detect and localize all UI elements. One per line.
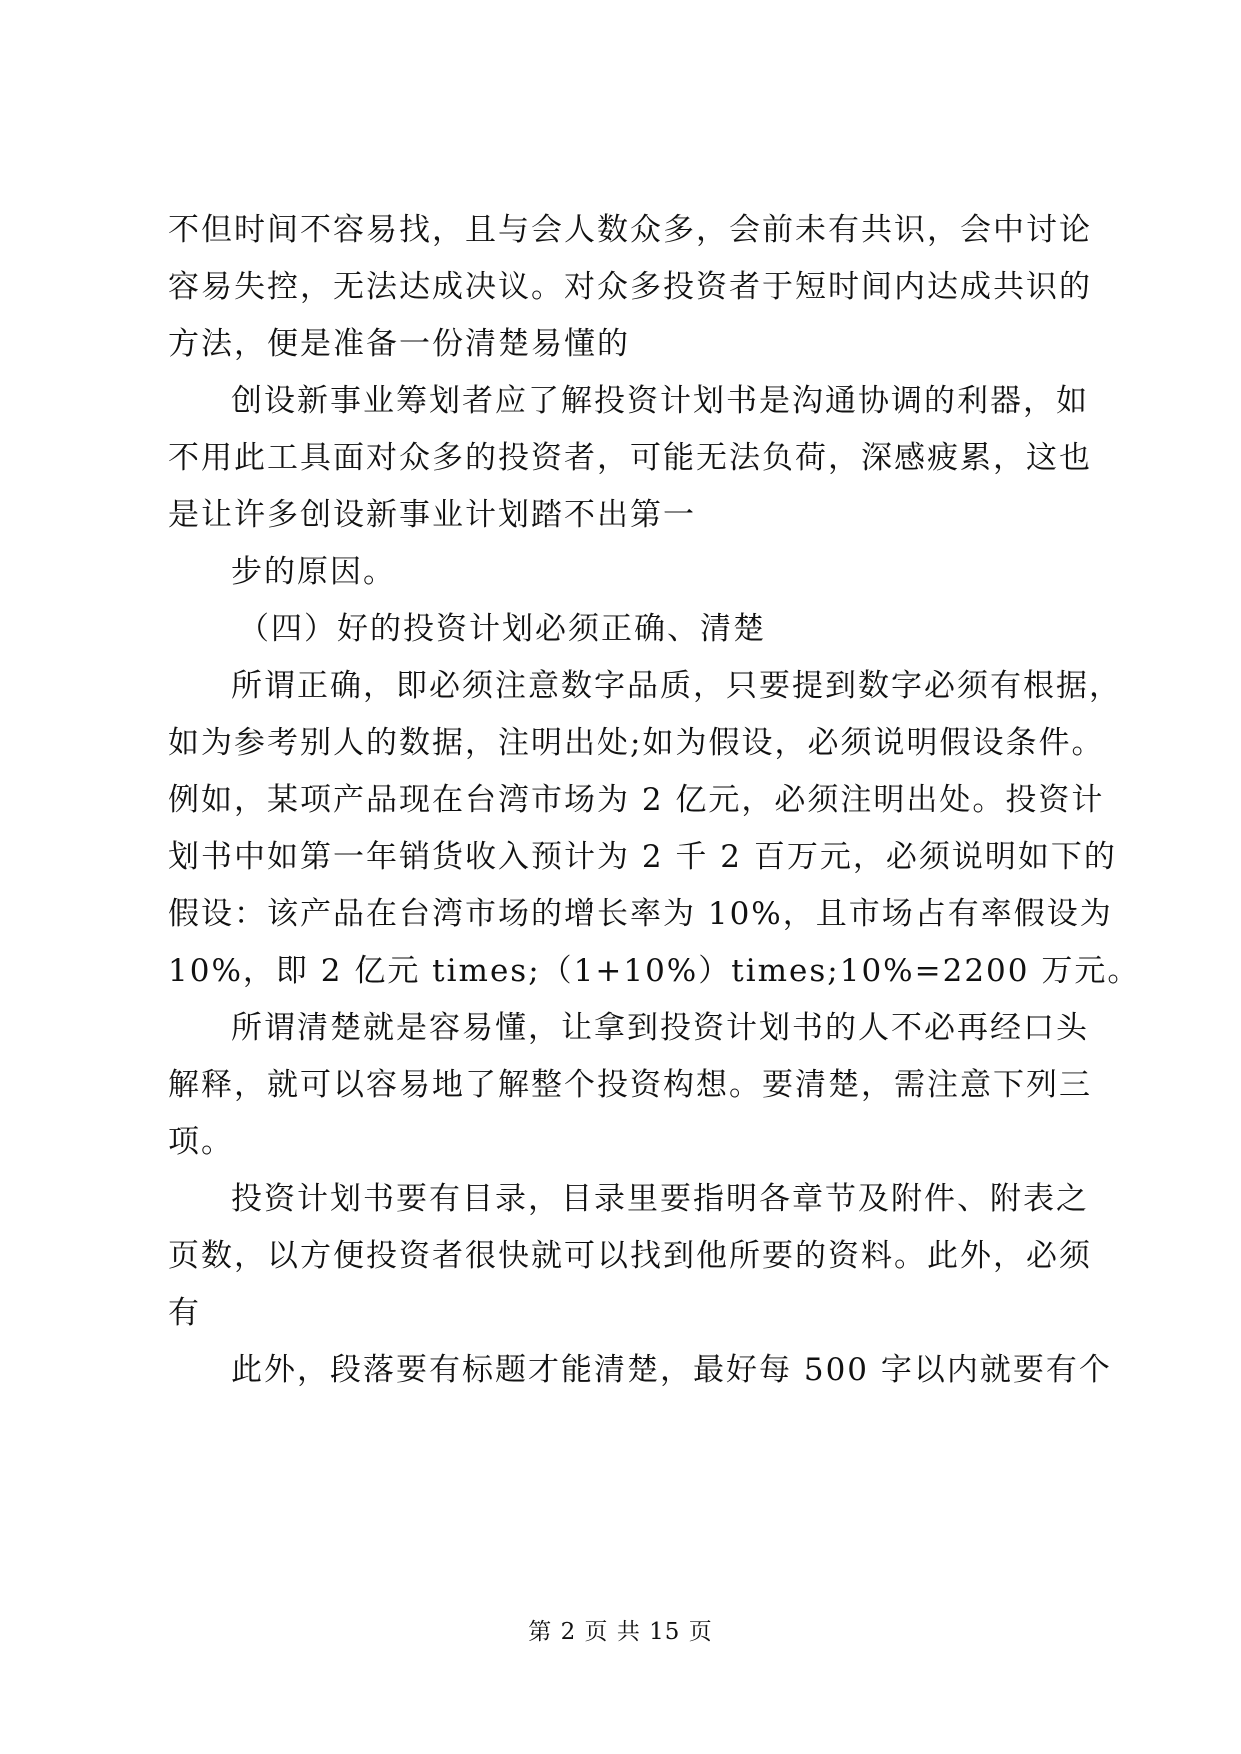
text-line: 解释，就可以容易地了解整个投资构想。要清楚，需注意下列三 xyxy=(168,1067,1092,1103)
paragraph-first-line: 所谓正确，即必须注意数字品质，只要提到数字必须有根据， xyxy=(231,668,1122,704)
text-line: 是让许多创设新事业计划踏不出第一 xyxy=(168,497,696,533)
text-line: 例如，某项产品现在台湾市场为 2 亿元，必须注明出处。投资计 xyxy=(168,782,1105,818)
text-line: 项。 xyxy=(168,1124,234,1160)
text-line: 不用此工具面对众多的投资者，可能无法负荷，深感疲累，这也 xyxy=(168,440,1092,476)
text-line: 页数，以方便投资者很快就可以找到他所要的资料。此外，必须 xyxy=(168,1238,1092,1274)
section-heading: （四）好的投资计划必须正确、清楚 xyxy=(238,611,766,647)
text-line: 容易失控，无法达成决议。对众多投资者于短时间内达成共识的 xyxy=(168,269,1092,305)
text-line: 有 xyxy=(168,1295,201,1331)
text-line: 划书中如第一年销货收入预计为 2 千 2 百万元，必须说明如下的 xyxy=(168,839,1117,875)
paragraph-first-line: 投资计划书要有目录，目录里要指明各章节及附件、附表之 xyxy=(231,1181,1089,1217)
text-line: 步的原因。 xyxy=(231,554,396,590)
paragraph-first-line: 所谓清楚就是容易懂，让拿到投资计划书的人不必再经口头 xyxy=(231,1010,1089,1046)
paragraph-first-line: 此外，段落要有标题才能清楚，最好每 500 字以内就要有个 xyxy=(231,1352,1112,1388)
text-line: 如为参考别人的数据，注明出处;如为假设，必须说明假设条件。 xyxy=(168,725,1105,761)
paragraph-first-line: 创设新事业筹划者应了解投资计划书是沟通协调的利器，如 xyxy=(231,383,1089,419)
text-line: 不但时间不容易找，且与会人数众多，会前未有共识，会中讨论 xyxy=(168,212,1092,248)
text-line: 假设：该产品在台湾市场的增长率为 10%，且市场占有率假设为 xyxy=(168,896,1113,932)
text-line: 10%，即 2 亿元 times;（1+10%）times;10%=2200 万元。 xyxy=(168,953,1141,989)
text-line: 方法，便是准备一份清楚易懂的 xyxy=(168,326,630,362)
page-number-footer: 第 2 页 共 15 页 xyxy=(528,1619,713,1645)
